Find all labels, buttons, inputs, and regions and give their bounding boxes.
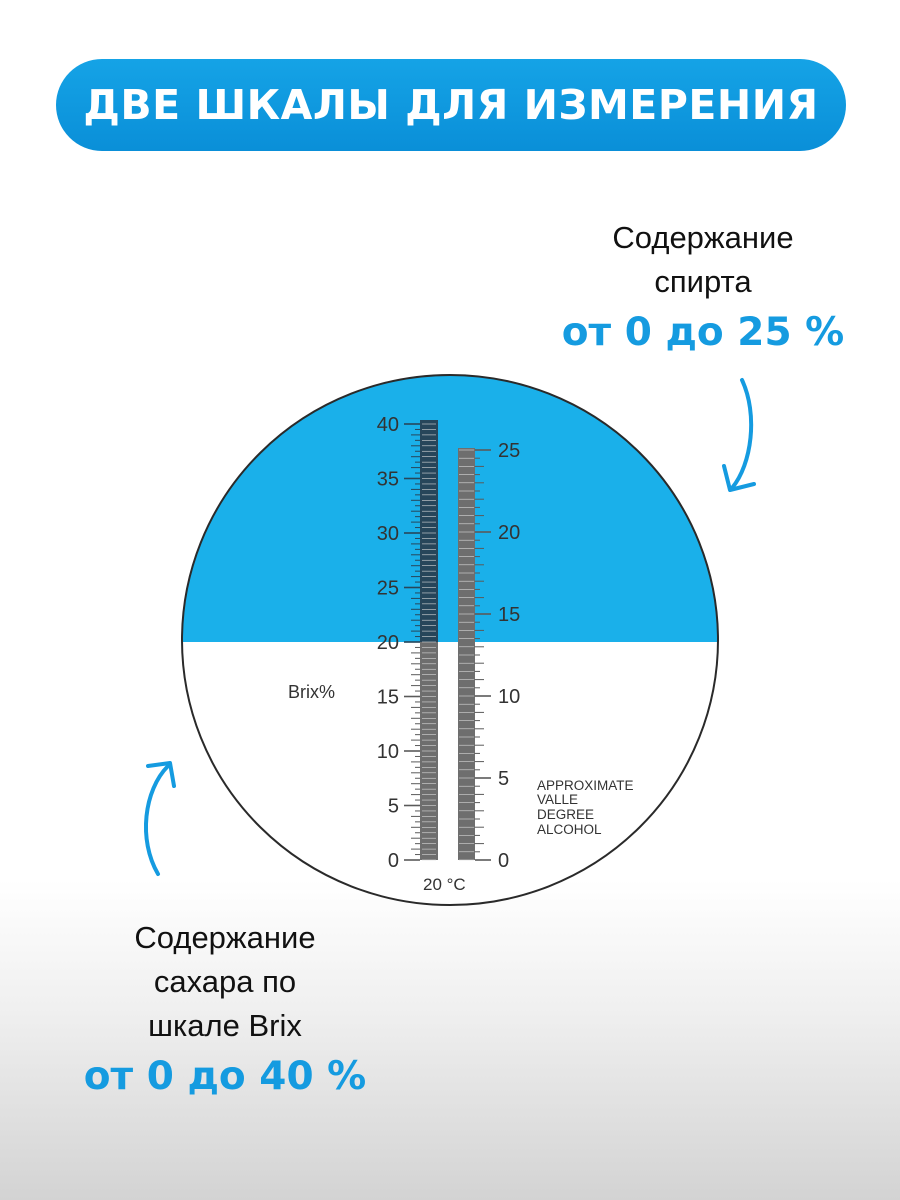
- sugar-caption-line-2: сахара по: [153, 964, 297, 999]
- alcohol-tick-label: 0: [498, 850, 510, 872]
- alcohol-caption: [548, 216, 858, 358]
- alcohol-caption-line-2: спирта: [654, 264, 752, 299]
- alcohol-tick-label: 20: [498, 522, 521, 544]
- alcohol-tick-label: 25: [498, 440, 521, 462]
- brix-tick-label: 30: [376, 523, 399, 545]
- refractometer-scale: [178, 372, 723, 912]
- sugar-caption-line-3: шкале Brix: [148, 1008, 302, 1043]
- title-banner: [56, 59, 846, 151]
- brix-tick-label: 35: [376, 468, 399, 491]
- brix-bar-filled: [420, 420, 438, 642]
- brix-tick-label: 5: [387, 795, 399, 818]
- sugar-range: от 0 до 40 %: [83, 1054, 367, 1099]
- alcohol-tick-label: 15: [498, 604, 521, 626]
- banner-title: ДВЕ ШКАЛЫ ДЛЯ ИЗМЕРЕНИЯ: [83, 81, 819, 129]
- brix-tick-label: 40: [376, 414, 399, 436]
- alcohol-label-line-3: DEGREE: [537, 807, 595, 822]
- alcohol-tick-label: 5: [498, 768, 510, 790]
- temperature-label: 20 °C: [423, 875, 466, 894]
- brix-tick-label: 25: [376, 577, 399, 600]
- brix-tick-label: 10: [376, 741, 399, 763]
- dial-blue-area: [178, 372, 723, 642]
- alcohol-label-line-2: VALLE: [537, 792, 579, 807]
- alcohol-bar: [458, 448, 475, 860]
- alcohol-range: от 0 до 25 %: [561, 310, 845, 355]
- brix-tick-label: 0: [387, 850, 399, 872]
- brix-tick-label: 20: [376, 632, 399, 654]
- alcohol-label-line-4: ALCOHOL: [537, 822, 602, 837]
- brix-tick-label: 15: [376, 686, 399, 709]
- alcohol-label-line-1: APPROXIMATE: [537, 778, 634, 793]
- alcohol-caption-line-1: Содержание: [612, 220, 794, 255]
- sugar-caption: [55, 916, 395, 1102]
- sugar-caption-line-1: Содержание: [134, 920, 316, 955]
- brix-label: Brix%: [288, 682, 336, 702]
- alcohol-tick-label: 10: [498, 686, 521, 708]
